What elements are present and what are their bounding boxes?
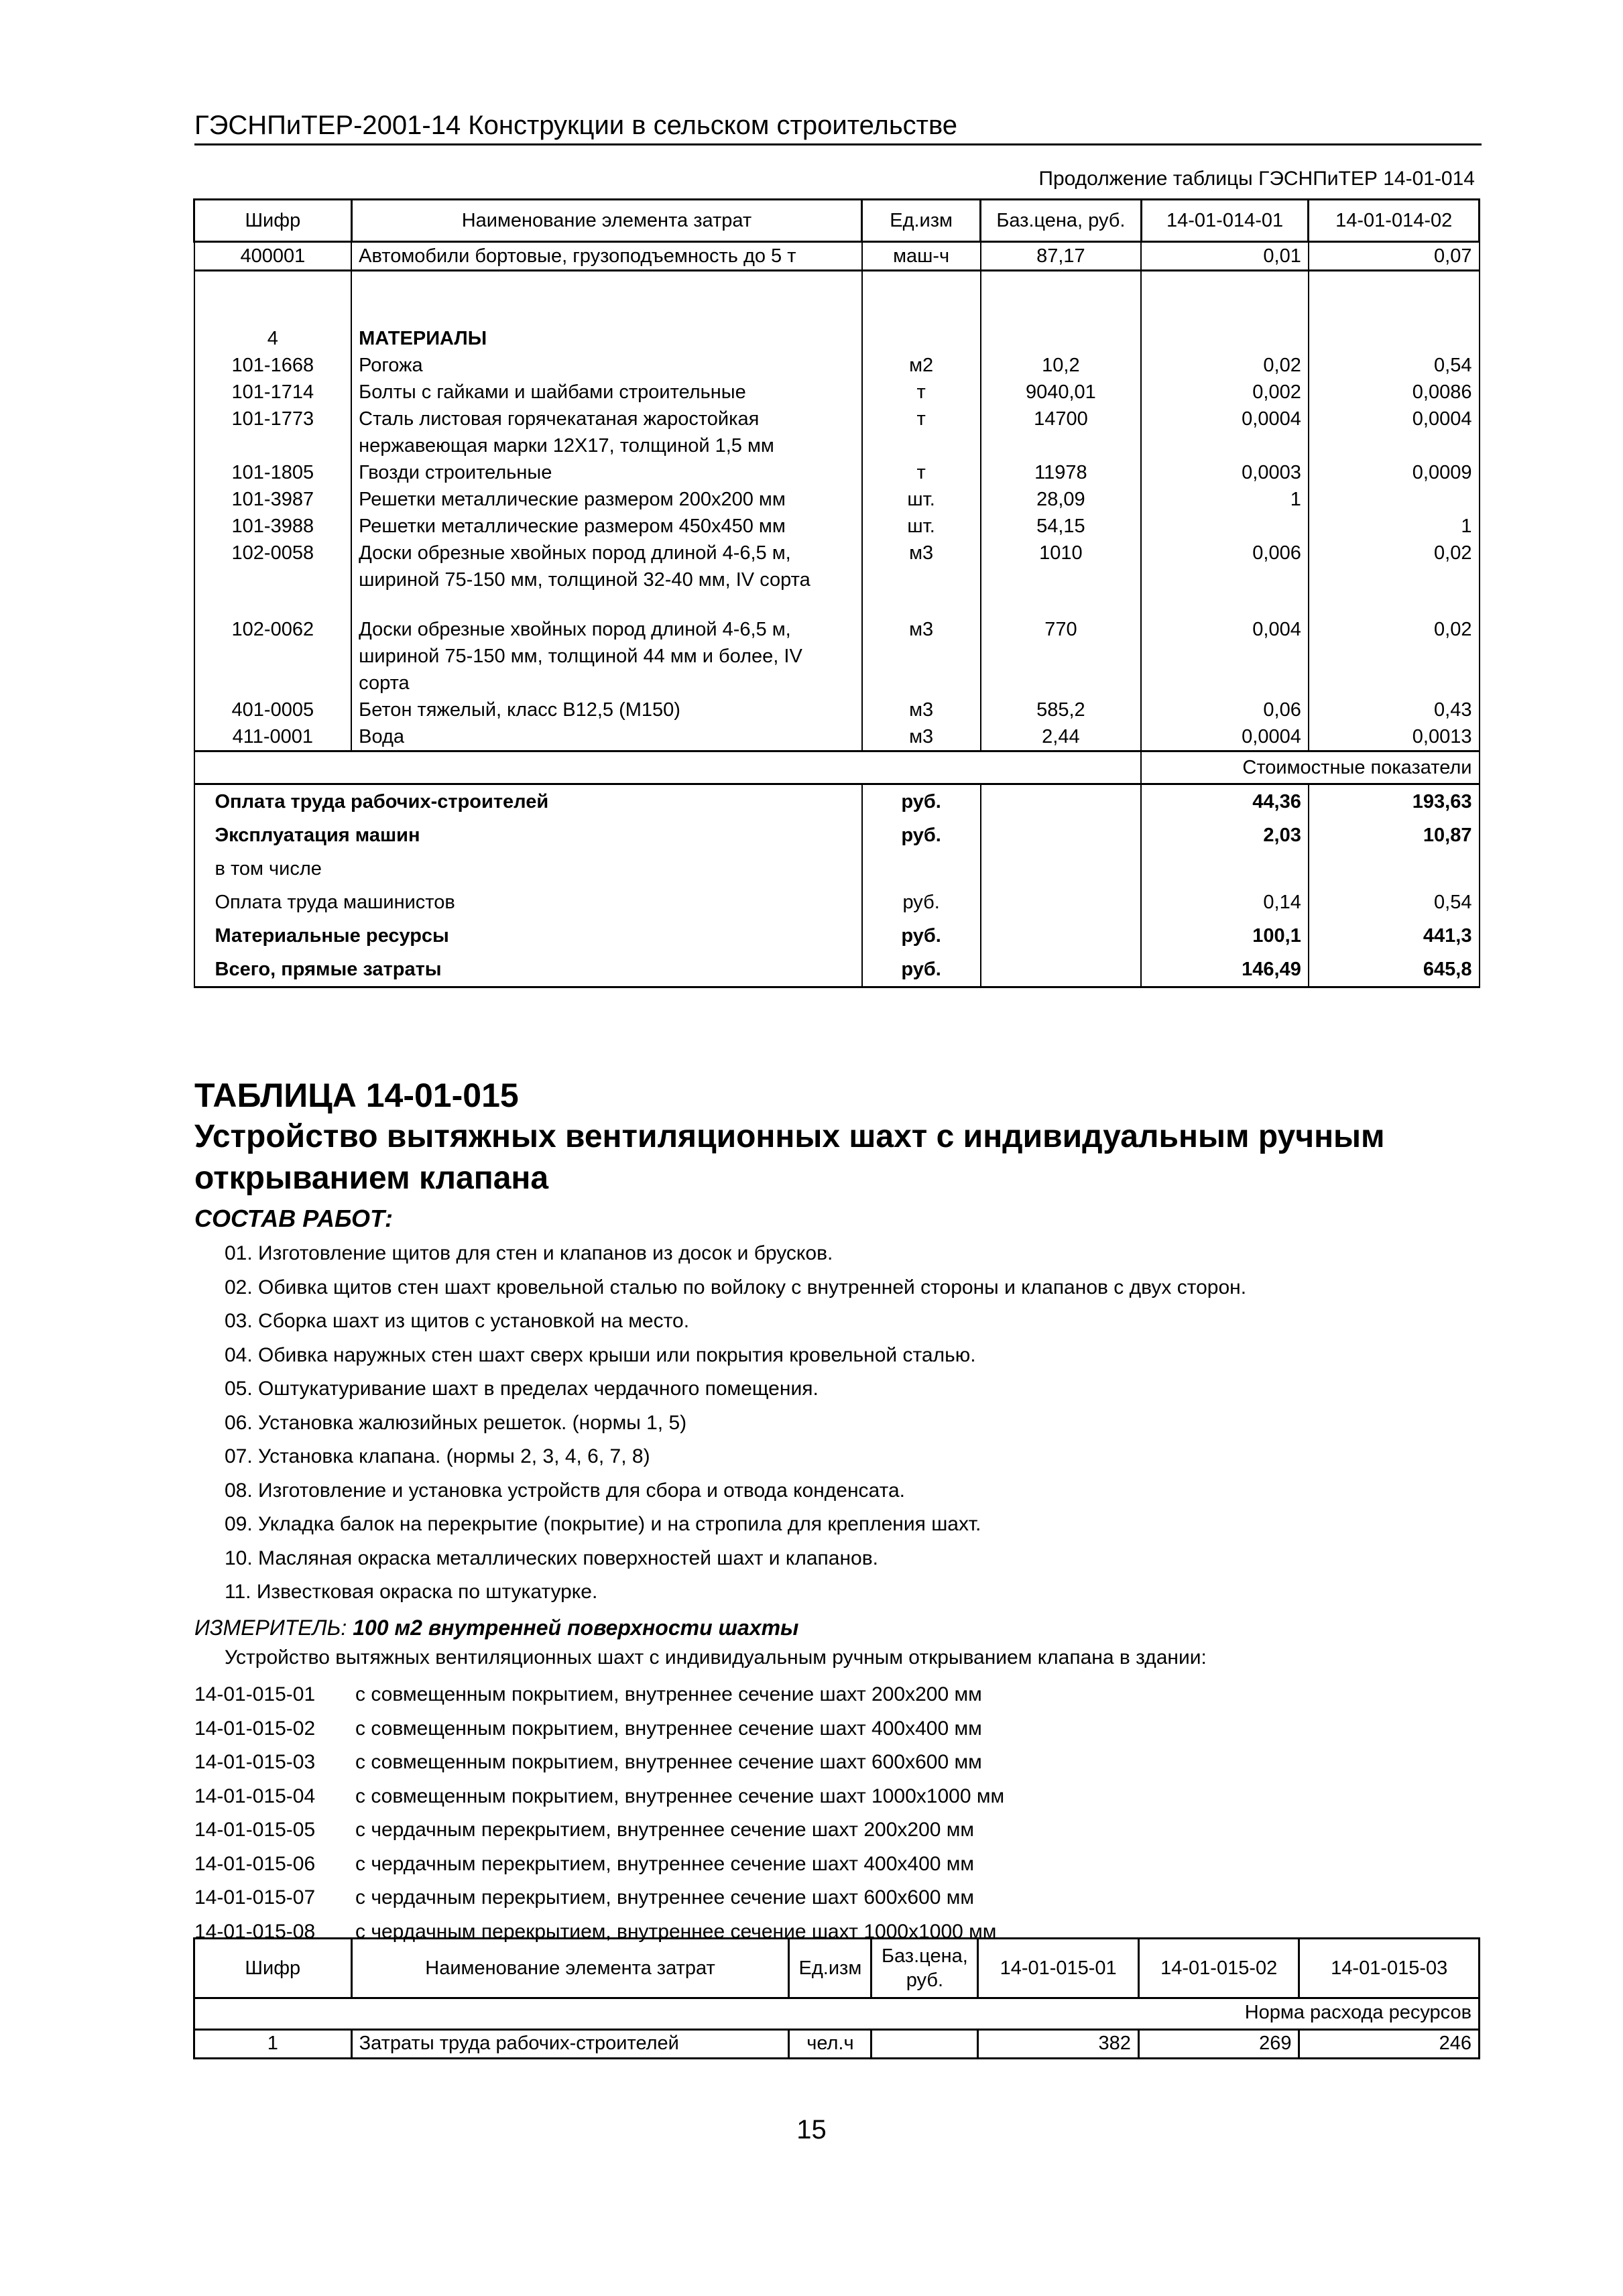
- table-row: [194, 723, 1480, 751]
- row-unit: м3: [862, 593, 981, 697]
- summary-price: [981, 819, 1142, 852]
- norm-code: 14-01-015-05: [194, 1819, 316, 1841]
- row-value-2: 269: [1138, 2030, 1299, 2059]
- norm-description: с чердачным перекрытием, внутреннее сечение шахт 1000х1000 мм: [355, 1920, 997, 1943]
- norm-code: 14-01-015-02: [194, 1717, 316, 1740]
- row-value-2: 0,07: [1309, 242, 1480, 271]
- norm-code-item: [194, 1780, 1004, 1814]
- summary-name: Оплата труда рабочих-строителей: [194, 784, 862, 819]
- col-header-norm-1: 14-01-015-01: [978, 1939, 1139, 1998]
- norm-code-item: [194, 1712, 1004, 1746]
- summary-name: Эксплуатация машин: [194, 819, 862, 852]
- row-unit: м3: [862, 723, 981, 751]
- row-unit: чел.ч: [789, 2030, 871, 2059]
- work-step-item: 01. Изготовление щитов для стен и клапанов из досок и брусков.: [225, 1242, 833, 1264]
- row-value-2: 0,02: [1309, 540, 1480, 593]
- summary-unit: руб.: [862, 886, 981, 919]
- table-header-row: [194, 200, 1480, 242]
- norm-description: с совмещенным покрытием, внутреннее сечение шахт 200х200 мм: [355, 1683, 982, 1705]
- material-rows: [194, 352, 1480, 751]
- row-name: Доски обрезные хвойных пород длиной 4-6,5 м, шириной 75-150 мм, толщиной 32-40 мм, IV сорта: [351, 540, 862, 593]
- norm-description: с чердачным перекрытием, внутреннее сечение шахт 200х200 мм: [355, 1819, 975, 1841]
- col-header-name: Наименование элемента затрат: [351, 1939, 789, 1998]
- row-unit: м3: [862, 540, 981, 593]
- table-row: [194, 513, 1480, 540]
- row-name: Доски обрезные хвойных пород длиной 4-6,5 м, шириной 75-150 мм, толщиной 44 мм и более, IV сорта: [351, 593, 862, 697]
- norm-code: 14-01-015-04: [194, 1785, 316, 1807]
- norm-description: с совмещенным покрытием, внутреннее сечение шахт 400х400 мм: [355, 1717, 982, 1740]
- row-name: Рогожа: [351, 352, 862, 379]
- work-step-item: 05. Оштукатуривание шахт в пределах чердачного помещения.: [225, 1378, 819, 1400]
- norm-description: с чердачным перекрытием, внутреннее сечение шахт 600х600 мм: [355, 1886, 975, 1909]
- row-name: Автомобили бортовые, грузоподъемность до 5 т: [351, 242, 862, 271]
- row-value-1: 0,06: [1141, 697, 1309, 723]
- work-step-item: 02. Обивка щитов стен шахт кровельной сталью по войлоку с внутренней стороны и клапанов с двух сторон.: [225, 1276, 1247, 1298]
- row-code: 400001: [194, 242, 352, 271]
- norm-code-item: [194, 1848, 1004, 1882]
- table-row: [194, 379, 1480, 406]
- summary-value-2: 0,54: [1309, 886, 1480, 919]
- summary-value-1: 100,1: [1141, 919, 1309, 953]
- page-header: [194, 109, 1482, 145]
- summary-value-1: 44,36: [1141, 784, 1309, 819]
- row-value-2: 0,0013: [1309, 723, 1480, 751]
- summary-price: [981, 852, 1142, 886]
- row-code: 101-1714: [194, 379, 352, 406]
- row-code: 101-3987: [194, 486, 352, 513]
- row-price: 14700: [981, 406, 1142, 459]
- norm-label-row: [194, 1998, 1480, 2030]
- row-price: 87,17: [981, 242, 1142, 271]
- cost-indicators-label: Стоимостные показатели: [1141, 751, 1479, 784]
- norm-code-item: [194, 1746, 1004, 1780]
- table-row: [194, 540, 1480, 593]
- row-price: 11978: [981, 459, 1142, 486]
- norm-code: 14-01-015-08: [194, 1920, 316, 1943]
- measure-value: 100 м2 внутренней поверхности шахты: [353, 1616, 799, 1640]
- norm-code: 14-01-015-06: [194, 1852, 316, 1875]
- summary-price: [981, 886, 1142, 919]
- work-step-item: 11. Известковая окраска по штукатурке.: [225, 1581, 598, 1603]
- summary-unit: руб.: [862, 819, 981, 852]
- row-unit: м3: [862, 697, 981, 723]
- row-name: Решетки металлические размером 450х450 мм: [351, 513, 862, 540]
- row-name: Затраты труда рабочих-строителей: [351, 2030, 789, 2059]
- row-price: 10,2: [981, 352, 1142, 379]
- summary-price: [981, 953, 1142, 987]
- section-row: [194, 325, 1480, 352]
- row-value-1: 0,0003: [1141, 459, 1309, 486]
- summary-row: [194, 852, 1480, 886]
- row-price: 770: [981, 593, 1142, 697]
- norm-code: 14-01-015-03: [194, 1751, 316, 1773]
- table-row: [194, 406, 1480, 459]
- col-header-code: Шифр: [194, 1939, 352, 1998]
- row-value-1: 382: [978, 2030, 1139, 2059]
- table-row: [194, 352, 1480, 379]
- table-header-row: [194, 1939, 1480, 1998]
- row-code: 411-0001: [194, 723, 352, 751]
- row-price: 9040,01: [981, 379, 1142, 406]
- summary-name: Оплата труда машинистов: [194, 886, 862, 919]
- row-value-1: 0,002: [1141, 379, 1309, 406]
- summary-row: [194, 819, 1480, 852]
- row-unit: т: [862, 379, 981, 406]
- summary-unit: [862, 852, 981, 886]
- norm-codes-list: [194, 1678, 1004, 1949]
- row-price: 1010: [981, 540, 1142, 593]
- summary-value-1: 146,49: [1141, 953, 1309, 987]
- row-price: 2,44: [981, 723, 1142, 751]
- section-name: МАТЕРИАЛЫ: [351, 325, 862, 352]
- col-header-norm-2: 14-01-014-02: [1309, 200, 1480, 242]
- section-code: 4: [194, 325, 352, 352]
- work-step-item: 07. Установка клапана. (нормы 2, 3, 4, 6, 7, 8): [225, 1445, 650, 1467]
- summary-unit: руб.: [862, 784, 981, 819]
- row-name: Решетки металлические размером 200х200 мм: [351, 486, 862, 513]
- norms-intro: Устройство вытяжных вентиляционных шахт с индивидуальным ручным открыванием клапана в здании:: [225, 1646, 1207, 1669]
- header-title: ГЭСНПиТЕР-2001-14 Конструкции в сельском строительстве: [194, 111, 958, 140]
- row-name: Болты с гайками и шайбами строительные: [351, 379, 862, 406]
- col-header-code: Шифр: [194, 200, 352, 242]
- row-value-1: 0,01: [1141, 242, 1309, 271]
- row-code: 101-1773: [194, 406, 352, 459]
- summary-price: [981, 784, 1142, 819]
- cost-header-row: [194, 751, 1480, 784]
- summary-value-1: 2,03: [1141, 819, 1309, 852]
- row-value-1: [1141, 513, 1309, 540]
- col-header-price: Баз.цена, руб.: [871, 1939, 978, 1998]
- row-code: 101-3988: [194, 513, 352, 540]
- row-value-1: 0,004: [1141, 593, 1309, 697]
- row-value-2: [1309, 486, 1480, 513]
- row-value-2: 0,54: [1309, 352, 1480, 379]
- row-unit: т: [862, 459, 981, 486]
- col-header-name: Наименование элемента затрат: [351, 200, 862, 242]
- row-value-1: 0,006: [1141, 540, 1309, 593]
- work-step-item: 06. Установка жалюзийных решеток. (нормы 1, 5): [225, 1411, 687, 1434]
- row-unit: шт.: [862, 513, 981, 540]
- row-value-3: 246: [1299, 2030, 1480, 2059]
- table-14-01-014: [193, 198, 1480, 988]
- norm-description: с совмещенным покрытием, внутреннее сечение шахт 600х600 мм: [355, 1751, 982, 1773]
- row-code: 101-1668: [194, 352, 352, 379]
- summary-price: [981, 919, 1142, 953]
- row-value-2: 0,0086: [1309, 379, 1480, 406]
- continuation-note: Продолжение таблицы ГЭСНПиТЕР 14-01-014: [1038, 168, 1475, 190]
- col-header-unit: Ед.изм: [789, 1939, 871, 1998]
- row-value-2: 0,0009: [1309, 459, 1480, 486]
- work-step-item: 04. Обивка наружных стен шахт сверх крыши или покрытия кровельной сталью.: [225, 1343, 976, 1366]
- row-value-1: 1: [1141, 486, 1309, 513]
- norm-code-item: [194, 1813, 1004, 1848]
- summary-row: [194, 953, 1480, 987]
- table-row: [194, 593, 1480, 697]
- row-unit: м2: [862, 352, 981, 379]
- table-14-01-015: [193, 1937, 1480, 2059]
- measure-line: [194, 1616, 798, 1640]
- row-price: 28,09: [981, 486, 1142, 513]
- summary-unit: руб.: [862, 919, 981, 953]
- row-name: Вода: [351, 723, 862, 751]
- work-step-item: 10. Масляная окраска металлических поверхностей шахт и клапанов.: [225, 1547, 878, 1569]
- work-step-item: 09. Укладка балок на перекрытие (покрытие) и на стропила для крепления шахт.: [225, 1513, 981, 1535]
- table-title: ТАБЛИЦА 14-01-015: [194, 1077, 519, 1114]
- row-price: [871, 2030, 978, 2059]
- row-name: Гвозди строительные: [351, 459, 862, 486]
- row-code: 102-0058: [194, 540, 352, 593]
- table-row: [194, 242, 1480, 271]
- work-step-item: 08. Изготовление и установка устройств для сбора и отвода конденсата.: [225, 1479, 906, 1502]
- measure-label: ИЗМЕРИТЕЛЬ:: [194, 1616, 347, 1640]
- row-value-1: 0,02: [1141, 352, 1309, 379]
- row-name: Сталь листовая горячекатаная жаростойкая нержавеющая марки 12Х17, толщиной 1,5 мм: [351, 406, 862, 459]
- summary-row: [194, 919, 1480, 953]
- summary-value-2: 193,63: [1309, 784, 1480, 819]
- col-header-price: Баз.цена, руб.: [981, 200, 1142, 242]
- summary-value-2: 441,3: [1309, 919, 1480, 953]
- col-header-norm-1: 14-01-014-01: [1141, 200, 1309, 242]
- row-value-1: 0,0004: [1141, 723, 1309, 751]
- summary-rows: [194, 784, 1480, 987]
- summary-value-2: 10,87: [1309, 819, 1480, 852]
- norm-description: с чердачным перекрытием, внутреннее сечение шахт 400х400 мм: [355, 1852, 975, 1875]
- table-row: [194, 459, 1480, 486]
- row-price: 585,2: [981, 697, 1142, 723]
- summary-row: [194, 784, 1480, 819]
- spacer-row: [194, 271, 1480, 326]
- table-row: [194, 486, 1480, 513]
- summary-value-1: [1141, 852, 1309, 886]
- work-step-item: 03. Сборка шахт из щитов с установкой на место.: [225, 1310, 690, 1332]
- row-code: 401-0005: [194, 697, 352, 723]
- row-unit: т: [862, 406, 981, 459]
- summary-value-1: 0,14: [1141, 886, 1309, 919]
- row-price: 54,15: [981, 513, 1142, 540]
- col-header-norm-3: 14-01-015-03: [1299, 1939, 1480, 1998]
- row-code: 1: [194, 2030, 352, 2059]
- summary-name: Всего, прямые затраты: [194, 953, 862, 987]
- row-unit: маш-ч: [862, 242, 981, 271]
- table-row: [194, 697, 1480, 723]
- row-value-2: 1: [1309, 513, 1480, 540]
- row-value-2: 0,0004: [1309, 406, 1480, 459]
- row-value-2: 0,43: [1309, 697, 1480, 723]
- norm-code-item: [194, 1881, 1004, 1915]
- row-value-2: 0,02: [1309, 593, 1480, 697]
- row-code: 102-0062: [194, 593, 352, 697]
- summary-unit: руб.: [862, 953, 981, 987]
- summary-name: в том числе: [194, 852, 862, 886]
- summary-row: [194, 886, 1480, 919]
- norm-code: 14-01-015-01: [194, 1683, 316, 1705]
- norm-label: Норма расхода ресурсов: [194, 1998, 1480, 2030]
- norm-code-item: [194, 1678, 1004, 1712]
- table-subtitle: Устройство вытяжных вентиляционных шахт с индивидуальным ручным открыванием клапана: [194, 1119, 1385, 1196]
- col-header-norm-2: 14-01-015-02: [1138, 1939, 1299, 1998]
- row-unit: шт.: [862, 486, 981, 513]
- row-name: Бетон тяжелый, класс В12,5 (М150): [351, 697, 862, 723]
- summary-value-2: 645,8: [1309, 953, 1480, 987]
- page-number: 15: [796, 2115, 827, 2144]
- norm-description: с совмещенным покрытием, внутреннее сечение шахт 1000х1000 мм: [355, 1785, 1005, 1807]
- work-steps-list: [225, 1237, 1246, 1610]
- row-code: 101-1805: [194, 459, 352, 486]
- table-row: [194, 2030, 1480, 2059]
- row-value-1: 0,0004: [1141, 406, 1309, 459]
- norm-code: 14-01-015-07: [194, 1886, 316, 1909]
- summary-value-2: [1309, 852, 1480, 886]
- summary-name: Материальные ресурсы: [194, 919, 862, 953]
- work-composition-heading: СОСТАВ РАБОТ:: [194, 1205, 393, 1232]
- col-header-unit: Ед.изм: [862, 200, 981, 242]
